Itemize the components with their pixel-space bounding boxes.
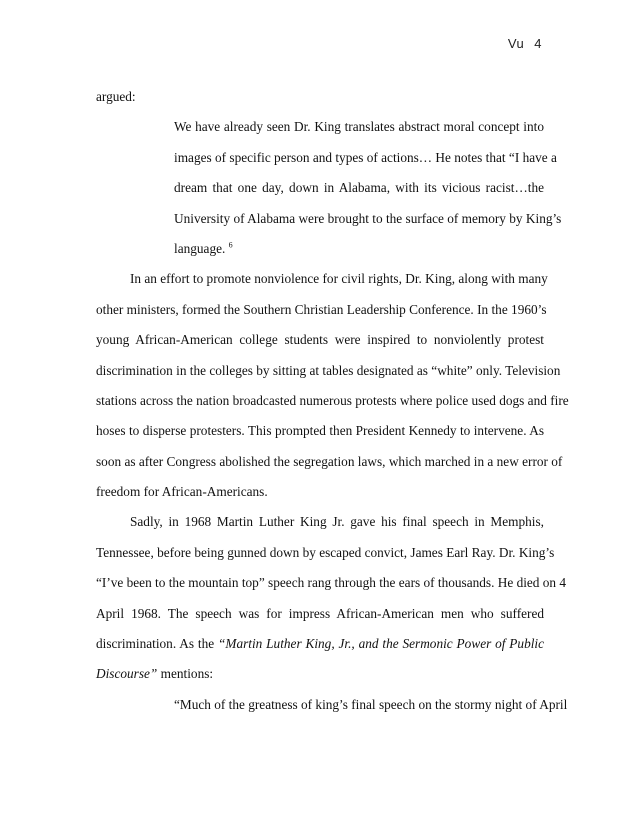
footnote-marker: 6 [228, 240, 233, 250]
cited-title-part2: Discourse” [96, 666, 158, 682]
paragraph2-line: “I’ve been to the mountain top” speech rang through the ears of thousands. He died on 4 [96, 575, 567, 591]
paragraph1-line: discrimination in the colleges by sitting at tables designated as “white” only. Television [96, 362, 561, 378]
paragraph1-line: hoses to disperse protesters. This prompted then President Kennedy to intervene. As [96, 423, 544, 439]
quote1-last-line [174, 234, 544, 264]
paragraph-1 [96, 264, 569, 507]
document-body [96, 82, 569, 720]
quote1-line: We have already seen Dr. King translates abstract moral concept into [174, 119, 544, 135]
paragraph2-line: Sadly, in 1968 Martin Luther King Jr. gave his final speech in Memphis, [130, 514, 544, 530]
quote2-line: “Much of the greatness of king’s final speech on the stormy night of April [174, 696, 568, 712]
header-author: Vu [507, 36, 525, 51]
paragraph-2 [96, 507, 567, 689]
block-quote-1 [174, 112, 562, 264]
paragraph2-line5-text: discrimination. As the [96, 636, 215, 652]
paragraph1-line: young African-American college students were inspired to nonviolently protest [96, 332, 544, 348]
intro-line: argued: [96, 89, 136, 104]
cited-title-part1: “Martin Luther King, Jr., and the Sermonic Power of Public [217, 636, 545, 652]
paragraph2-line-6 [96, 659, 544, 689]
paragraph1-line: other ministers, formed the Southern Christian Leadership Conference. In the 1960’s [96, 301, 547, 317]
paragraph1-line: freedom for African-Americans. [96, 484, 268, 500]
paragraph2-line: April 1968. The speech was for impress African-American men who suffered [96, 605, 544, 621]
quote1-line: University of Alabama were brought to the surface of memory by King’s [174, 210, 562, 226]
quote1-line: images of specific person and types of actions… He notes that “I have a [174, 149, 557, 165]
header-page-number: 4 [534, 36, 542, 51]
block-quote-2 [174, 690, 568, 720]
paragraph2-line6-text: mentions: [157, 666, 214, 682]
page-header [508, 36, 542, 51]
paragraph2-line-5 [96, 629, 544, 659]
paragraph1-line: In an effort to promote nonviolence for civil rights, Dr. King, along with many [130, 271, 548, 287]
quote1-line-text: language. [174, 240, 226, 256]
paragraph1-line: stations across the nation broadcasted numerous protests where police used dogs and fire [96, 392, 569, 408]
quote1-line: dream that one day, down in Alabama, with its vicious racist…the [174, 180, 544, 196]
paragraph1-line: soon as after Congress abolished the segregation laws, which marched in a new error of [96, 453, 563, 469]
paragraph2-line: Tennessee, before being gunned down by escaped convict, James Earl Ray. Dr. King’s [96, 544, 555, 560]
